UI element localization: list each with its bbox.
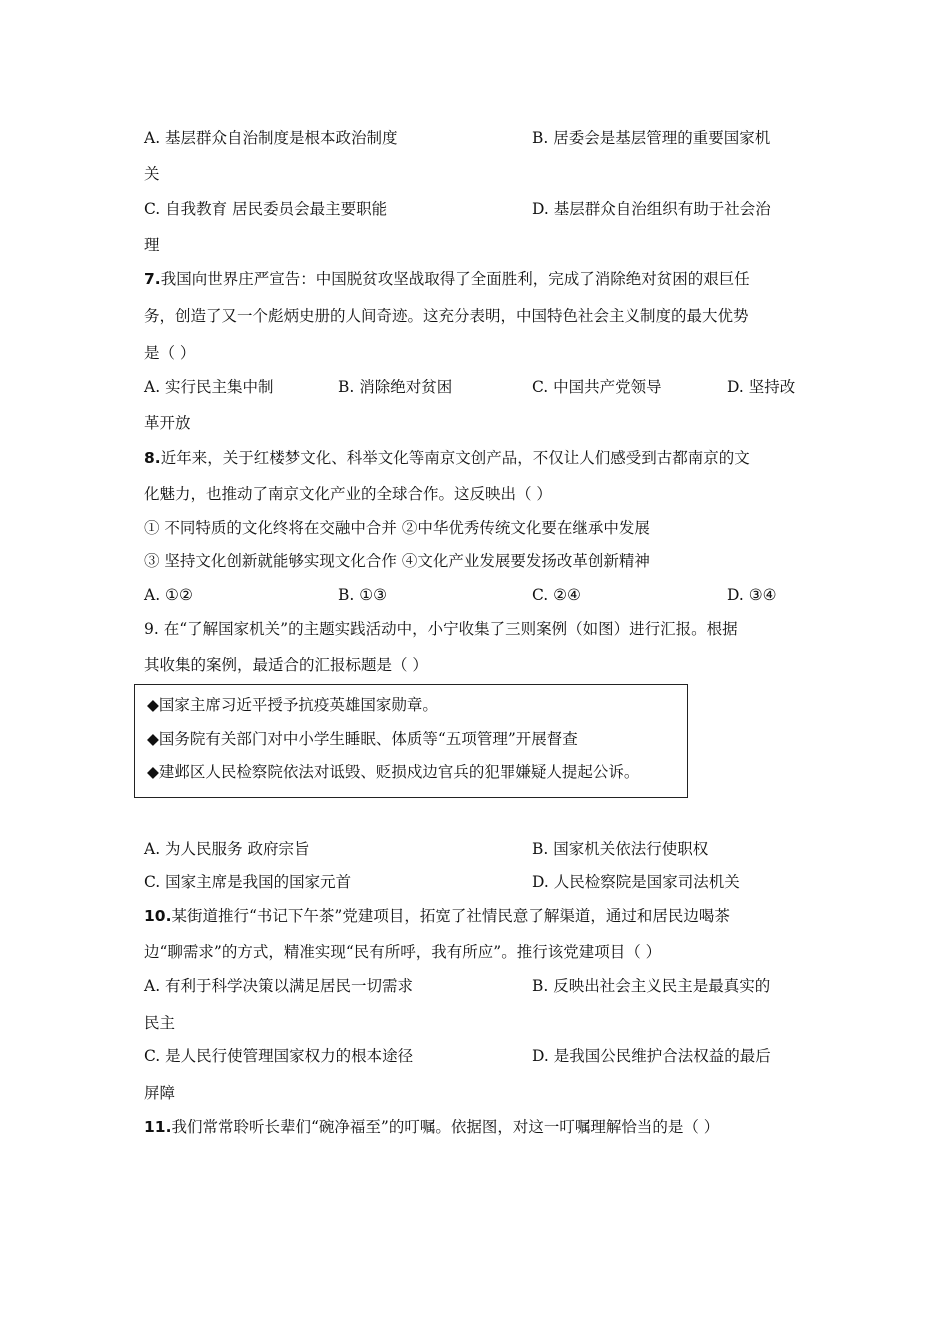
- q9-case-2: ◆国务院有关部门对中小学生睡眠、体质等“五项管理”开展督查: [147, 730, 578, 748]
- q9-case-box: [134, 684, 688, 798]
- q9-number: 9.: [144, 620, 159, 638]
- q7-option-d: D. 坚持改: [727, 378, 796, 396]
- q10-option-b: B. 反映出社会主义民主是最真实的: [532, 977, 771, 995]
- q7-stem-line2: 务，创造了又一个彪炳史册的人间奇迹。这充分表明，中国特色社会主义制度的最大优势: [144, 307, 749, 325]
- q9-stem-line2: 其收集的案例，最适合的汇报标题是（ ）: [144, 656, 428, 674]
- q10-option-d-wrap: 屏障: [144, 1084, 176, 1102]
- q7-option-c: C. 中国共产党领导: [532, 378, 662, 396]
- q6-option-a: A. 基层群众自治制度是根本政治制度: [144, 129, 398, 147]
- q9-option-a: A. 为人民服务 政府宗旨: [144, 840, 310, 858]
- q8-stem-line2: 化魅力，也推动了南京文化产业的全球合作。这反映出（ ）: [144, 485, 552, 503]
- q6-option-b: B. 居委会是基层管理的重要国家机: [532, 129, 771, 147]
- q10-option-d: D. 是我国公民维护合法权益的最后: [532, 1047, 771, 1065]
- q6-option-b-wrap: 关: [144, 165, 160, 183]
- q9-option-b: B. 国家机关依法行使职权: [532, 840, 709, 858]
- q7-option-d-wrap: 革开放: [144, 414, 191, 432]
- q8-option-a: A. ①②: [144, 586, 193, 604]
- q7-number: 7.: [144, 270, 161, 288]
- q10-stem-line2: 边“聊需求”的方式，精准实现“民有所呼，我有所应”。推行该党建项目（ ）: [144, 943, 662, 961]
- q10-number: 10.: [144, 907, 172, 925]
- q10-option-a: A. 有利于科学决策以满足居民一切需求: [144, 977, 414, 995]
- q7-stem-line3: 是（ ）: [144, 344, 196, 362]
- q8-statements-34: ③ 坚持文化创新就能够实现文化合作 ④文化产业发展要发扬改革创新精神: [144, 552, 650, 570]
- q11-number: 11.: [144, 1118, 172, 1136]
- q8-text-1: 近年来，关于红楼梦文化、科举文化等南京文创产品，不仅让人们感受到古都南京的文: [160, 449, 750, 467]
- q6-option-d: D. 基层群众自治组织有助于社会治: [532, 200, 771, 218]
- q9-option-d: D. 人民检察院是国家司法机关: [532, 873, 740, 891]
- q9-stem-line1: [144, 619, 738, 639]
- q10-option-c: C. 是人民行使管理国家权力的根本途径: [144, 1047, 414, 1065]
- q9-case-3: ◆建邺区人民检察院依法对诋毁、贬损戍边官兵的犯罪嫌疑人提起公诉。: [147, 763, 640, 781]
- q10-option-b-wrap: 民主: [144, 1014, 176, 1032]
- q10-text-1: 某街道推行“书记下午茶”党建项目，拓宽了社情民意了解渠道，通过和居民边喝茶: [171, 907, 730, 925]
- q9-case-1: ◆国家主席习近平授予抗疫英雄国家勋章。: [147, 696, 438, 714]
- q7-option-a: A. 实行民主集中制: [144, 378, 274, 396]
- q6-option-c: C. 自我教育 居民委员会最主要职能: [144, 200, 388, 218]
- q11-text-1: 我们常常聆听长辈们“碗净福至”的叮嘱。依据图，对这一叮嘱理解恰当的是（ ）: [171, 1118, 720, 1136]
- q8-number: 8.: [144, 449, 161, 467]
- q10-stem-line1: [144, 906, 730, 926]
- q8-option-d: D. ③④: [727, 586, 777, 604]
- q8-stem-line1: [144, 448, 750, 468]
- q6-option-d-wrap: 理: [144, 236, 160, 254]
- q7-option-b: B. 消除绝对贫困: [338, 378, 453, 396]
- q8-option-b: B. ①③: [338, 586, 388, 604]
- q9-text-1: 在“了解国家机关”的主题实践活动中，小宁收集了三则案例（如图）进行汇报。根据: [158, 620, 738, 638]
- q7-text-1: 我国向世界庄严宣告：中国脱贫攻坚战取得了全面胜利，完成了消除绝对贫困的艰巨任: [160, 270, 750, 288]
- q8-statements-12: ① 不同特质的文化终将在交融中合并 ②中华优秀传统文化要在继承中发展: [144, 519, 650, 537]
- q7-stem-line1: [144, 269, 750, 289]
- q8-option-c: C. ②④: [532, 586, 581, 604]
- q9-option-c: C. 国家主席是我国的国家元首: [144, 873, 352, 891]
- q11-stem-line1: [144, 1117, 719, 1137]
